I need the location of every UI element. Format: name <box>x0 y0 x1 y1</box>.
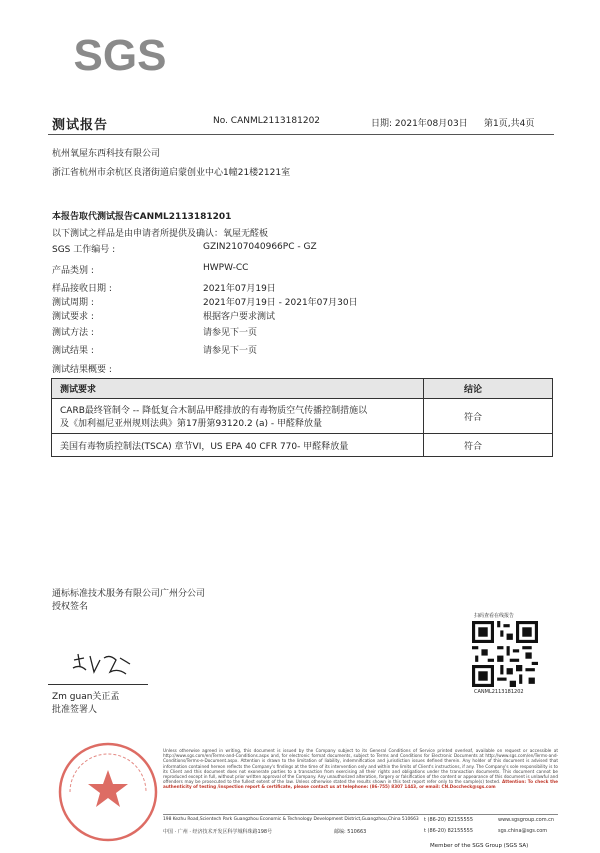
issuer-company: 通标标准技术服务有限公司广州分公司 <box>52 589 206 599</box>
field-value: 请参见下一页 <box>203 328 258 338</box>
report-date: 日期: 2021年08月03日 <box>371 119 468 129</box>
field-label: 样品接收日期 : <box>52 284 112 294</box>
signer-name: Zm guan关正孟 <box>52 692 120 702</box>
field-label: 测试要求 : <box>52 312 94 322</box>
sample-intro: 以下测试之样品是由申请者所提供及确认：氧屋无醛板 <box>52 229 269 239</box>
field-value: 2021年07月19日 <box>203 284 276 294</box>
table-row <box>52 434 553 457</box>
replaces-report: 本报告取代测试报告CANML2113181201 <box>52 212 232 222</box>
column-header-result: 结论 <box>424 379 553 399</box>
field-label: 测试周期 : <box>52 298 94 308</box>
table-row <box>52 399 553 434</box>
client-address: 浙江省杭州市余杭区良渚街道启蒙创业中心1幢21楼2121室 <box>52 168 291 178</box>
field-label: 产品类别 : <box>52 266 94 276</box>
field-value: HWPW-CC <box>203 263 249 273</box>
footer-divider <box>163 814 558 815</box>
signature-line <box>48 684 148 685</box>
svg-text:SGS: SGS <box>73 31 167 80</box>
summary-table <box>51 378 553 457</box>
footer-postcode: 邮编: 510663 <box>334 829 367 835</box>
field-label: SGS 工作编号 : <box>52 245 116 255</box>
company-seal-stamp <box>56 740 160 844</box>
sgs-logo <box>70 24 170 86</box>
requirement-line: 及《加利福尼亚州规则法典》第17册第93120.2 (a) - 甲醛释放量 <box>60 419 323 429</box>
field-value: 2021年07月19日 - 2021年07月30日 <box>203 298 358 308</box>
summary-title: 测试结果概要 : <box>52 365 112 375</box>
authorized-signature-label: 授权签名 <box>52 602 89 612</box>
result-cell: 符合 <box>424 399 553 434</box>
requirement-line: 美国有毒物质控制法(TSCA) 章节VI，US EPA 40 CFR 770- 甲醛释放量 <box>60 441 349 452</box>
page-indicator: 第1页,共4页 <box>484 119 535 129</box>
field-value: 请参见下一页 <box>203 346 258 356</box>
field-value: GZIN2107040966PC - GZ <box>203 242 317 252</box>
footer-email: sgs.china@sgs.com <box>498 828 548 834</box>
footer-web: www.sgsgroup.com.cn <box>498 817 555 823</box>
field-value: 根据客户要求测试 <box>203 312 276 322</box>
document-title: 测试报告 <box>52 118 109 133</box>
terms-text: Unless otherwise agreed in writing, this document is issued by the Company subject to its General Conditions of Service printed overleaf, available on request or accessible at http://www.sgs.com/en/Terms-and-Conditions.aspx and, for electronic format documents, subject to Terms and Conditions for Electronic Documents at http://www.sgs.com/en/Terms-and-Conditions/Terms-e-Document.aspx. Attention is drawn to the limitation of liability, indemnification and jurisdiction issues defined therein. Any holder of this document is advised that information contained hereon reflects the Company's findings at the time of its intervention only and within the limits of Client's instructions, if any. The Company's sole responsibility is to its Client and this document does not exonerate parties to a transaction from exercising all their rights and obligations under the transaction documents. This document cannot be reproduced except in full, without prior written approval of the Company. Any unauthorized alteration, forgery or falsification of the content or appearance of this document is unlawful and offenders may be prosecuted to the fullest extent of the law. Unless otherwise stated the results shown in this test report refer only to the sample(s) tested. Attention: To check the authenticity of testing /inspection report & certificate, please contact us at telephone: (86-755) 8307 1443, or email: CN.Doccheck@sgs.com <box>163 748 558 790</box>
signer-role: 批准签署人 <box>52 705 98 715</box>
header-divider <box>48 134 554 135</box>
authenticity-notice: Attention: To check the authenticity of testing /inspection report & certificate, please contact us at telephone: (86-755) 8307 1443, or email: CN.Doccheck@sgs.com <box>163 779 558 790</box>
member-statement: Member of the SGS Group (SGS SA) <box>430 843 529 849</box>
client-name: 杭州氧屋东西科技有限公司 <box>52 149 161 159</box>
column-header-requirement: 测试要求 <box>52 379 424 399</box>
footer-tel-2: t (86-20) 82155555 <box>424 828 474 834</box>
qr-caption-bottom: CANML2113181202 <box>474 689 524 695</box>
footer-address-en: 198 Kezhu Road,Scientech Park Guangzhou Economic & Technology Development District,Guangzhou,China 510663 <box>163 817 419 822</box>
qr-code-icon[interactable] <box>472 621 538 687</box>
qr-caption-top: 扫码查看在线报告 <box>474 613 515 619</box>
field-label: 测试方法 : <box>52 328 94 338</box>
field-label: 测试结果 : <box>52 346 94 356</box>
result-cell: 符合 <box>424 434 553 457</box>
requirement-line: CARB最终管制令 -- 降低复合木制品甲醛排放的有毒物质空气传播控制措施以 <box>60 406 368 416</box>
handwritten-signature <box>70 650 140 680</box>
report-number: No. CANML2113181202 <box>213 116 321 126</box>
table-header-row <box>52 379 553 399</box>
footer-address-cn: 中国 · 广州 · 经济技术开发区科学城科珠路198号 <box>163 829 273 835</box>
footer-tel: t (86-20) 82155555 <box>424 817 474 823</box>
